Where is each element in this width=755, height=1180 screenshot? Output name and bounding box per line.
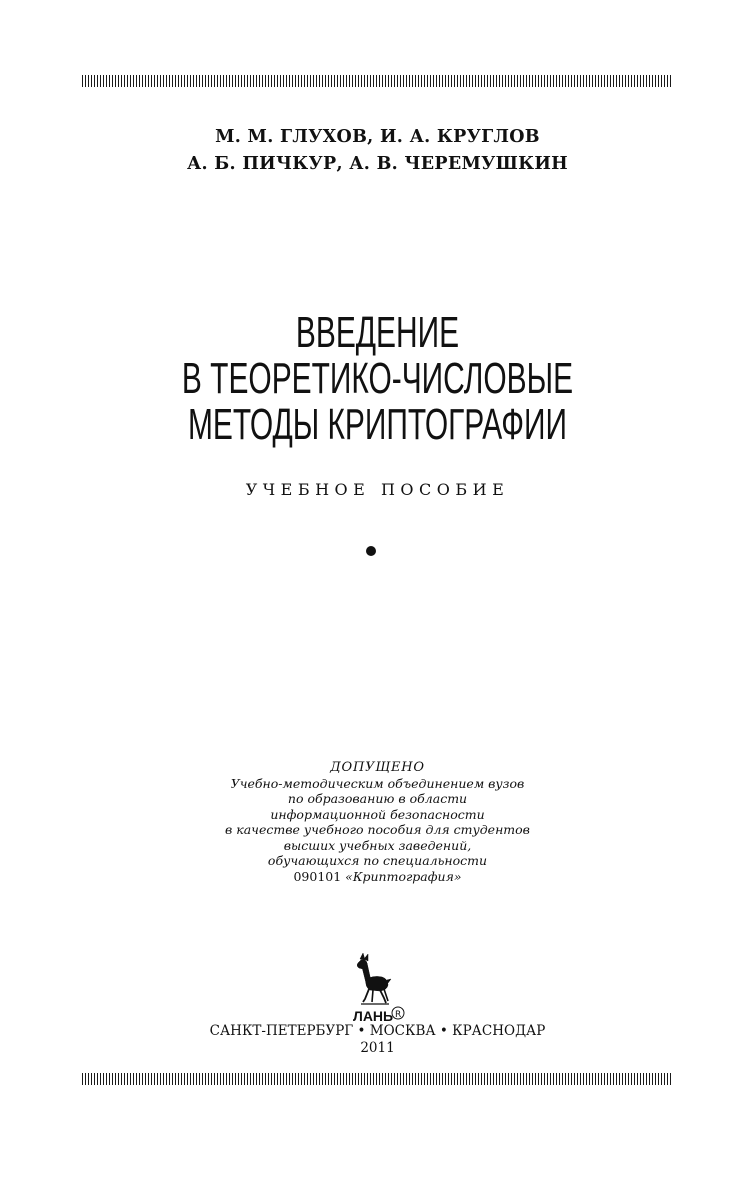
bullet-dot-icon	[366, 546, 376, 556]
title-line: ВВЕДЕНИЕ	[295, 308, 460, 357]
authors-block	[0, 124, 755, 178]
title-line: В ТЕОРЕТИКО-ЧИСЛОВЫЕ	[181, 354, 574, 403]
publication-year: 2011	[360, 1040, 395, 1056]
publisher-logo-text: ЛАНЬ	[353, 1008, 394, 1024]
book-title	[121, 310, 634, 448]
authors-line: М. М. ГЛУХОВ, И. А. КРУГЛОВ	[215, 127, 540, 147]
publisher-logo	[350, 953, 410, 1025]
approval-block	[0, 760, 755, 884]
approval-line: по образованию в области	[287, 791, 468, 806]
registered-mark: R	[395, 1010, 402, 1020]
approval-line: обучающихся по специальности	[267, 853, 488, 868]
approval-heading: ДОПУЩЕНО	[330, 760, 425, 775]
approval-line: информационной безопасности	[270, 806, 485, 822]
approval-line: Учебно-методическим объединением вузов	[230, 775, 525, 791]
approval-line: в качестве учебного пособия для студентов	[225, 822, 530, 837]
bottom-decorative-rule	[82, 1073, 672, 1085]
authors-line: А. Б. ПИЧКУР, А. В. ЧЕРЕМУШКИН	[186, 154, 569, 174]
specialty-code: 090101	[293, 868, 342, 884]
approval-line: высших учебных заведений,	[283, 837, 472, 853]
doe-deer-icon	[357, 953, 391, 1004]
title-line: МЕТОДЫ КРИПТОГРАФИИ	[188, 400, 567, 449]
publication-cities: САНКТ-ПЕТЕРБУРГ • МОСКВА • КРАСНОДАР	[209, 1023, 546, 1039]
top-decorative-rule	[82, 75, 672, 87]
approval-specialty	[0, 869, 755, 885]
book-subtitle: УЧЕБНОЕ ПОСОБИЕ	[245, 480, 510, 499]
specialty-name: «Криптография»	[345, 868, 462, 884]
